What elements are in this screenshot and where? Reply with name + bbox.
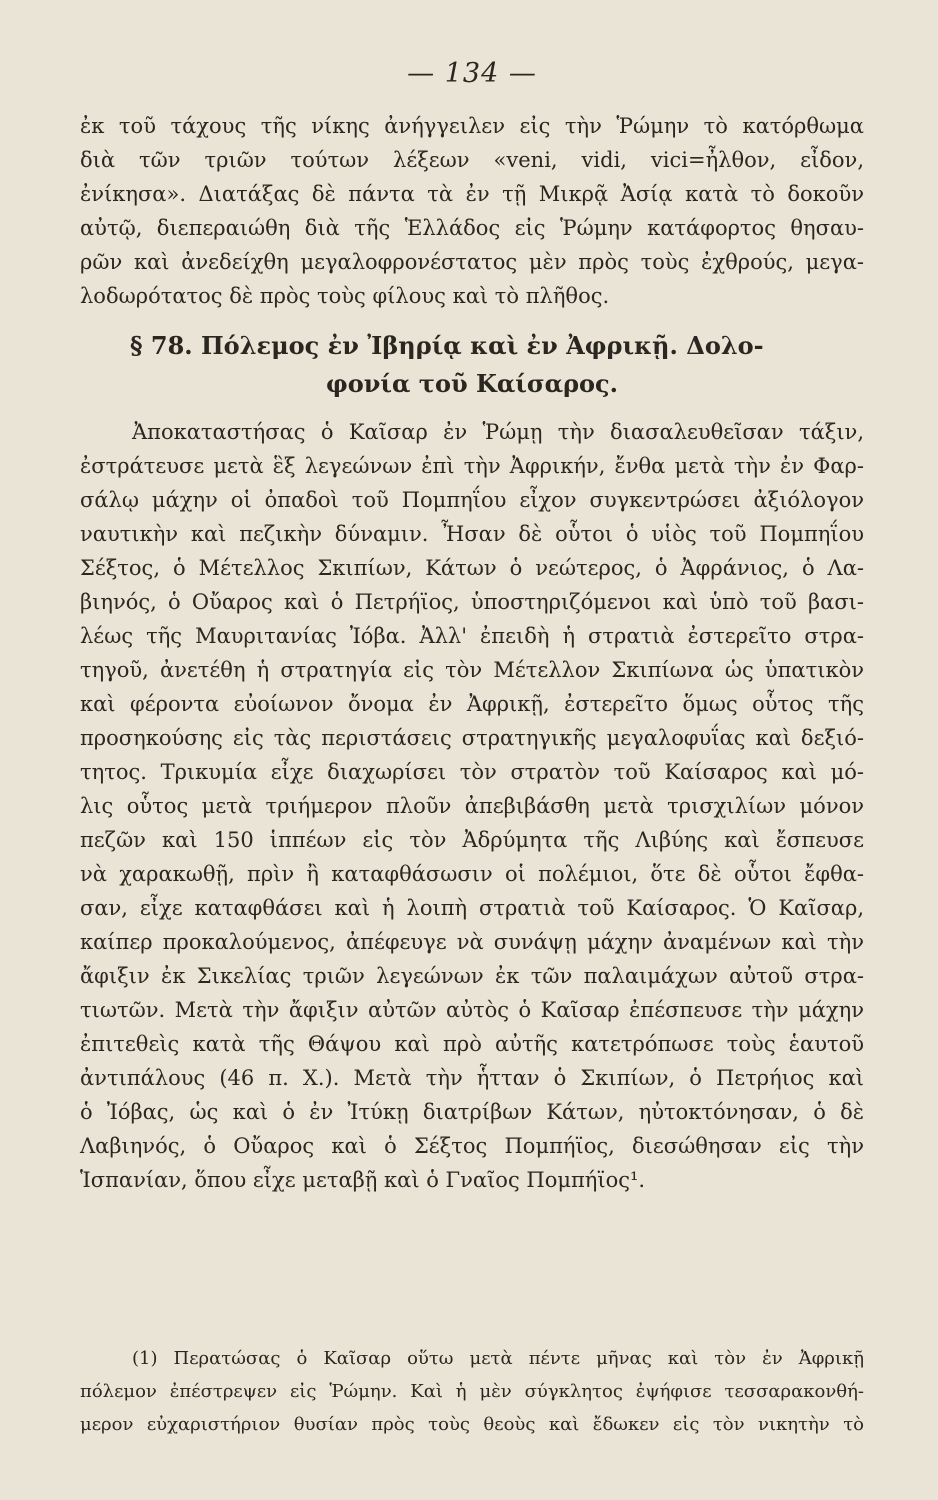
text-line: ρῶν καὶ ἀνεδείχθη μεγαλοφρονέστατος μὲν πρὸς τοὺς ἐχθρούς, μεγα- bbox=[80, 250, 864, 274]
text-line: ἀντιπάλους (46 π. Χ.). Μετὰ τὴν ἧτταν ὁ Σκιπίων, ὁ Πετρήιος καὶ bbox=[80, 1066, 864, 1090]
text-line: ἐστράτευσε μετὰ ἓξ λεγεώνων ἐπὶ τὴν Ἀφρικήν, ἔνθα μετὰ τὴν ἐν Φαρ- bbox=[80, 454, 864, 478]
text-line: προσηκούσης εἰς τὰς περιστάσεις στρατηγικῆς μεγαλοφυΐας καὶ δεξιό- bbox=[80, 726, 864, 750]
text-line: λέως τῆς Μαυριτανίας Ἰόβα. Ἀλλ' ἐπειδὴ ἡ στρατιὰ ἐστερεῖτο στρα- bbox=[80, 624, 864, 648]
text-line: νὰ χαρακωθῇ, πρὶν ἢ καταφθάσωσιν οἱ πολέμιοι, ὅτε δὲ οὗτοι ἔφθα- bbox=[80, 862, 864, 886]
section-heading bbox=[80, 327, 864, 403]
text-line: ἐνίκησα». Διατάξας δὲ πάντα τὰ ἐν τῇ Μικρᾷ Ἀσίᾳ κατὰ τὸ δοκοῦν bbox=[80, 182, 864, 206]
text-line: διὰ τῶν τριῶν τούτων λέξεων «veni, vidi, vici=ἦλθον, εἶδον, bbox=[80, 148, 864, 172]
footnote-line: πόλεμον ἐπέστρεψεν εἰς Ῥώμην. Καὶ ἡ μὲν σύγκλητος ἐψήφισε τεσσαρακονθή- bbox=[80, 1381, 864, 1402]
text-line: Λαβιηνός, ὁ Οὔαρος καὶ ὁ Σέξτος Πομπήϊος, διεσώθησαν εἰς τὴν bbox=[80, 1134, 864, 1158]
text-line: ἐπιτεθεὶς κατὰ τῆς Θάψου καὶ πρὸ αὐτῆς κατετρόπωσε τοὺς ἑαυτοῦ bbox=[80, 1032, 864, 1056]
text-line: Σέξτος, ὁ Μέτελλος Σκιπίων, Κάτων ὁ νεώτερος, ὁ Ἀφράνιος, ὁ Λα- bbox=[80, 556, 864, 580]
section-heading-line: § 78. Πόλεμος ἐν Ἰβηρίᾳ καὶ ἐν Ἀφρικῇ. Δολο- bbox=[130, 331, 764, 360]
text-line: τηγοῦ, ἀνετέθη ἡ στρατηγία εἰς τὸν Μέτελλον Σκιπίωνα ὡς ὑπατικὸν bbox=[80, 658, 864, 682]
text-line: καίπερ προκαλούμενος, ἀπέφευγε νὰ συνάψῃ μάχην ἀναμένων καὶ τὴν bbox=[80, 930, 864, 954]
text-line: Ἱσπανίαν, ὅπου εἶχε μεταβῇ καὶ ὁ Γναῖος Πομπήϊος¹. bbox=[80, 1168, 646, 1192]
intro-paragraph bbox=[80, 109, 864, 313]
text-line: πεζῶν καὶ 150 ἱππέων εἰς τὸν Ἀδρύμητα τῆς Λιβύης καὶ ἔσπευσε bbox=[80, 828, 864, 852]
text-line: ἐκ τοῦ τάχους τῆς νίκης ἀνήγγειλεν εἰς τὴν Ῥώμην τὸ κατόρθωμα bbox=[80, 114, 864, 138]
text-line: σάλῳ μάχην οἱ ὀπαδοὶ τοῦ Πομπηΐου εἶχον συγκεντρώσει ἀξιόλογον bbox=[80, 488, 864, 512]
text-line: ὁ Ἰόβας, ὡς καὶ ὁ ἐν Ἰτύκῃ διατρίβων Κάτων, ηὐτοκτόνησαν, ὁ δὲ bbox=[80, 1100, 864, 1124]
text-line: αὐτῷ, διεπεραιώθη διὰ τῆς Ἑλλάδος εἰς Ῥώμην κατάφορτος θησαυ- bbox=[80, 216, 864, 240]
text-line: βιηνός, ὁ Οὔαρος καὶ ὁ Πετρήϊος, ὑποστηριζόμενοι καὶ ὑπὸ τοῦ βασι- bbox=[80, 590, 864, 614]
page-number: — 134 — bbox=[407, 58, 537, 89]
footnote bbox=[80, 1342, 864, 1441]
section-heading-line: φονία τοῦ Καίσαρος. bbox=[325, 369, 619, 398]
text-line: τητος. Τρικυμία εἶχε διαχωρίσει τὸν στρατὸν τοῦ Καίσαρος καὶ μό- bbox=[80, 760, 864, 784]
text-line: καὶ φέροντα εὐοίωνον ὄνομα ἐν Ἀφρικῇ, ἐστερεῖτο ὅμως οὗτος τῆς bbox=[80, 692, 864, 716]
text-line: λις οὗτος μετὰ τριήμερον πλοῦν ἀπεβιβάσθη μετὰ τρισχιλίων μόνον bbox=[80, 794, 864, 818]
text-line: ἄφιξιν ἐκ Σικελίας τριῶν λεγεώνων ἐκ τῶν παλαιμάχων αὐτοῦ στρα- bbox=[80, 964, 864, 988]
text-line: ναυτικὴν καὶ πεζικὴν δύναμιν. Ἦσαν δὲ οὗτοι ὁ υἱὸς τοῦ Πομπηΐου bbox=[80, 522, 864, 546]
footnote-line: μερον εὐχαριστήριον θυσίαν πρὸς τοὺς θεοὺς καὶ ἔδωκεν εἰς τὸν νικητὴν τὸ bbox=[80, 1414, 864, 1435]
body-paragraph bbox=[80, 415, 864, 1197]
text-line: σαν, εἶχε καταφθάσει καὶ ἡ λοιπὴ στρατιὰ τοῦ Καίσαρος. Ὁ Καῖσαρ, bbox=[80, 896, 864, 920]
footnote-line: (1) Περατώσας ὁ Καῖσαρ οὕτω μετὰ πέντε μῆνας καὶ τὸν ἐν Ἀφρικῇ bbox=[132, 1348, 864, 1369]
text-line: τιωτῶν. Μετὰ τὴν ἄφιξιν αὐτῶν αὐτὸς ὁ Καῖσαρ ἐπέσπευσε τὴν μάχην bbox=[80, 998, 864, 1022]
text-line: Ἀποκαταστήσας ὁ Καῖσαρ ἐν Ῥώμῃ τὴν διασαλευθεῖσαν τάξιν, bbox=[132, 420, 864, 444]
text-line: λοδωρότατος δὲ πρὸς τοὺς φίλους καὶ τὸ πλῆθος. bbox=[80, 284, 610, 308]
